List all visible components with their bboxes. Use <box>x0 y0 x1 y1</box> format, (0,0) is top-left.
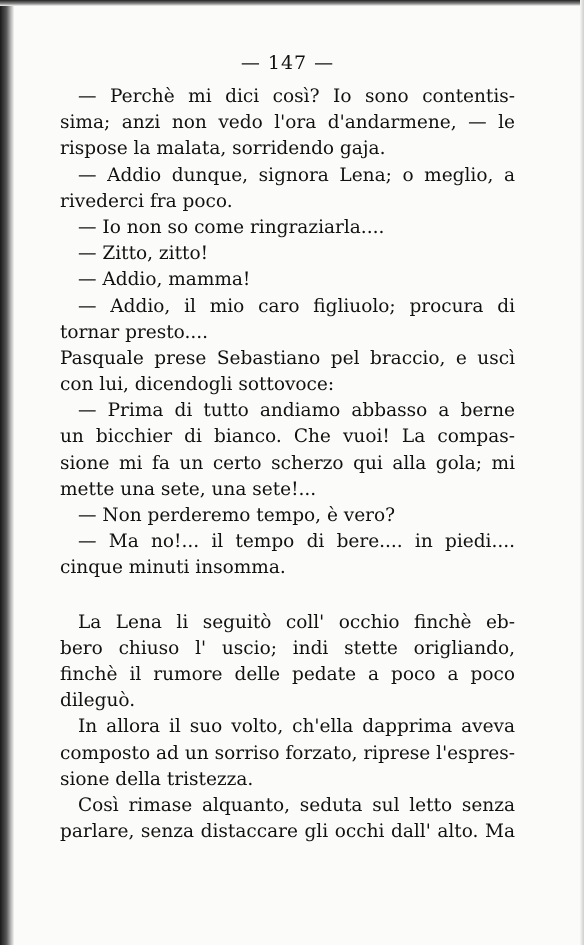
text-line: rivederci fra poco. <box>60 190 233 212</box>
text-line: un bicchier di bianco. Che vuoi! La compas- <box>60 426 515 448</box>
text-line: — Addio dunque, signora Lena; o meglio, a <box>78 164 515 186</box>
right-edge-shadow <box>580 0 584 945</box>
text-line: — Addio, mamma! <box>78 269 251 291</box>
text-line: — Perchè mi dici così? Io sono contentis- <box>78 86 515 107</box>
page-number: — 147 — <box>240 52 335 74</box>
text-line: tornar presto.... <box>60 321 208 343</box>
text-line: — Prima di tutto andiamo abbasso a berne <box>78 400 515 422</box>
text-line: finchè il rumore delle pedate a poco a poco <box>60 663 515 685</box>
text-line: — Ma no!... il tempo di bere.... in piedi.... <box>78 531 515 553</box>
text-line: La Lena li seguitò coll' occhio finchè eb- <box>78 611 515 633</box>
text-line: sione mi fa un certo scherzo qui alla gola; mi <box>60 452 515 474</box>
text-line: — Zitto, zitto! <box>78 243 209 265</box>
text-line: — Non perderemo tempo, è vero? <box>78 505 396 526</box>
book-spine-shadow <box>0 0 14 945</box>
text-line: In allora il suo volto, ch'ella dapprima aveva <box>78 716 515 738</box>
text-line: rispose la malata, sorridendo gaja. <box>60 138 386 160</box>
text-line: con lui, dicendogli sottovoce: <box>60 374 335 396</box>
top-edge-shadow <box>0 0 584 6</box>
text-line: mette una sete, una sete!... <box>60 478 317 500</box>
text-line: sima; anzi non vedo l'ora d'andarmene, — le <box>60 112 515 134</box>
text-line: composto ad un sorriso forzato, riprese l'espres- <box>60 742 515 764</box>
text-line: parlare, senza distaccare gli occhi dall' alto. Ma <box>60 821 515 843</box>
text-line: dileguò. <box>60 690 136 712</box>
text-line: — Io non so come ringraziarla.... <box>78 216 385 238</box>
text-line: sione della tristezza. <box>60 768 254 790</box>
text-line: Pasquale prese Sebastiano pel braccio, e uscì <box>60 347 515 369</box>
text-line: cinque minuti insomma. <box>60 557 286 579</box>
page-text-block <box>60 50 515 845</box>
text-line: Così rimase alquanto, seduta sul letto senza <box>78 794 515 816</box>
text-line: bero chiuso l' uscio; indi stette origliando, <box>60 637 515 659</box>
paragraph-gap <box>60 582 515 610</box>
text-line: — Addio, il mio caro figliuolo; procura di <box>78 295 515 317</box>
